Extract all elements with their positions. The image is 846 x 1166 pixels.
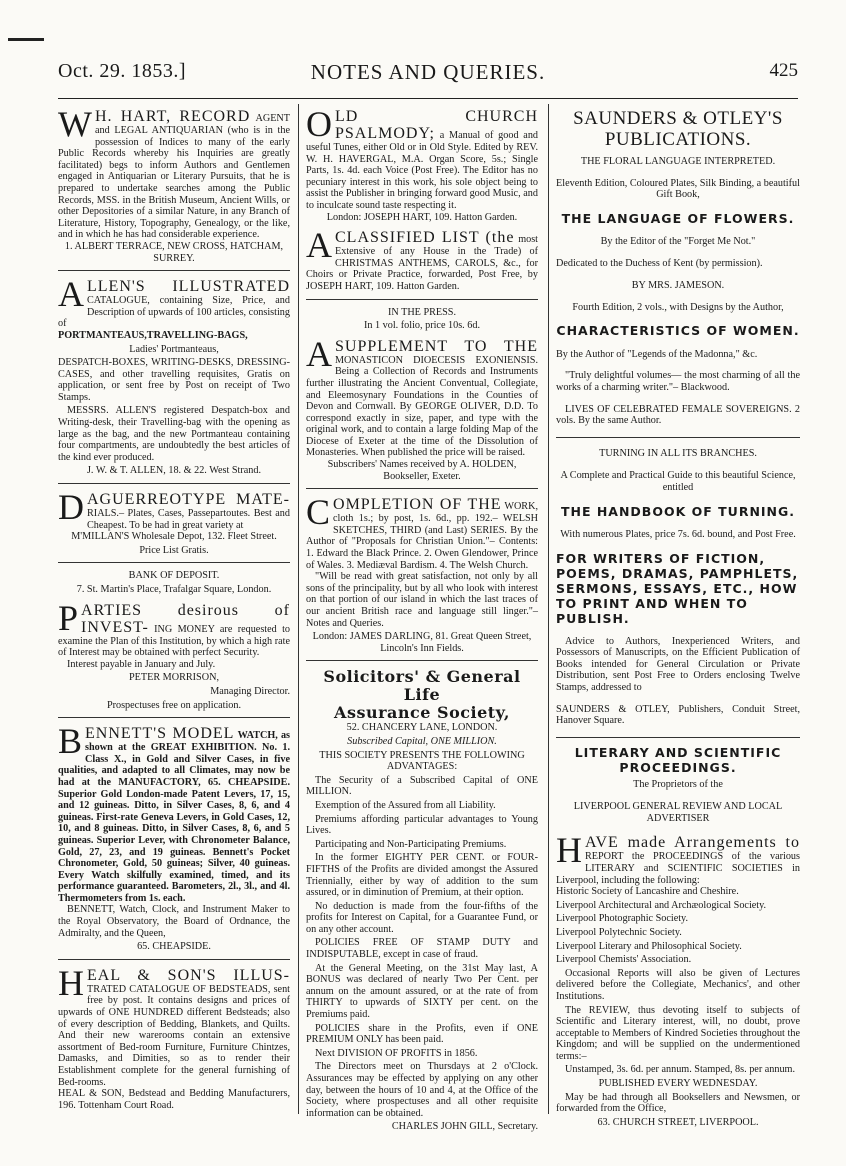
ad-signature: CHARLES JOHN GILL, Secretary. [391, 1121, 538, 1133]
ad-newspaper: LIVERPOOL GENERAL REVIEW AND LOCAL ADVERTISER [573, 801, 783, 824]
ad-parties [58, 597, 291, 712]
book-title: TURNING IN ALL ITS BRANCHES. [599, 448, 757, 460]
ad-heading: ARTIES desirous of INVEST- [81, 601, 290, 636]
ad-address: 65. CHEAPSIDE. [137, 941, 211, 953]
column-1 [58, 104, 291, 1117]
book-heading: LITERARY AND SCIENTIFIC PROCEEDINGS. [574, 745, 782, 776]
book-heading: FOR WRITERS OF FICTION, POEMS, DRAMAS, PAMPHLETS, SERMONS, ESSAYS, ETC., HOW TO PRINT AND WHEN TO PUBLISH. [556, 550, 799, 626]
ad-heading: ENNETT'S MODEL [85, 725, 235, 743]
ad-heading: BANK OF DEPOSIT. [128, 570, 220, 582]
ad-body: REPORT the PROCEEDINGS of the various LITERARY and SCIENTIFIC SOCIETIES in Liverpool, including the following: [556, 851, 800, 886]
ad-booksellers: May be had through all Booksellers and Newsmen, or forwarded from the Office, [556, 1091, 800, 1115]
book-address: SAUNDERS & OTLEY, Publishers, Conduit Street, Hanover Square. [556, 703, 800, 727]
drop-cap: D [58, 487, 84, 528]
ad-body: RIALS.– Plates, Cases, Passepartoutes. Best and Cheapest. To be had in great variety at [87, 508, 290, 531]
drop-cap: A [306, 225, 332, 266]
ad-allen [58, 274, 290, 477]
book-edition: Eleventh Edition, Coloured Plates, Silk Binding, a beautiful Gift Book, [556, 177, 800, 201]
ad-body: MONASTICON DIOECESIS EXONIENSIS. Being a Collection of Records and Instruments further illustrating the Ancient Conventual, Collegiate, and Eleemosynary Foundations in the Counties of Devon and Cornwall. By GEORGE OLIVER, D.D. To correspond exactly in size, paper, and type with the original work, and to contain a large folding Map of the Diocese of Exeter at the time of the Dissolution of Monasteries. When published the price will be raised. [306, 354, 538, 459]
ad-heading: LLEN'S ILLUSTRATED [87, 278, 290, 296]
ad-review: The REVIEW, thus devoting itself to subjects of Scientific and Literary interest, will, no doubt, prove acceptable to Members of Kindred Societies throughout the Kingdom; and will be supplied on the undermentioned terms:– [556, 1004, 800, 1062]
ad-published: PUBLISHED EVERY WEDNESDAY. [598, 1078, 758, 1090]
ad-body: TRATED CATALOGUE OF BEDSTEADS, sent free by post. It contains designs and prices of upwards of ONE HUNDRED different Bedsteads; also of every description of Bedding, Blankets, and Quilts. And their new warerooms contain an extensive assortment of Bed-room Furniture, Furniture Chintzes, Damasks, and Dimities, so as to render their Establishment complete for the general furnishing of Bed-rooms. [58, 983, 290, 1088]
ad-point: Premiums affording particular advantages to Young Lives. [306, 813, 538, 837]
ad-office: 63. CHURCH STREET, LIVERPOOL. [597, 1116, 759, 1128]
drop-cap: P [58, 597, 79, 638]
ad-heading: IN THE PRESS. [387, 306, 457, 318]
ad-heading: SUPPLEMENT TO THE [335, 337, 538, 355]
publisher-title: SAUNDERS & OTLEY'S PUBLICATIONS. [573, 108, 783, 150]
ad-hart [58, 104, 291, 264]
ad-point: Next DIVISION OF PROFITS in 1856. [315, 1047, 478, 1059]
top-rule [8, 38, 44, 41]
ad-body: WATCH, as shown at the GREAT EXHIBITION. No. 1. Class X., in Gold and Silver Cases, in five qualities, and adapted to all Climates, may now be had at the MANUFACTORY, 65. CHEAPSIDE. Superior Gold London-made Patent Levers, 17, 15, and 12 guineas. Ditto, in Silver Cases, 8, 6, and 4 guineas. First-rate Geneva Levers, in Gold Cases, 12, 10, and 8 guineas. Ditto, in Silver Cases, 8, 6, and 5 guineas. Superior Lever, with Chronometer Balance, Gold, 27, 23, and 19 guineas. Bennett's Pocket Chronometer, Gold, 50 guineas; Silver, 40 guineas. Every Watch skilfully examined, timed, and its performance guaranteed. Barometers, 2l., 3l., and 4l. Thermometers from 1s. each. [58, 730, 291, 904]
book-title: LIVES OF CELEBRATED FEMALE SOVEREIGNS. 2 vols. By the same Author. [556, 403, 800, 427]
book-price: With numerous Plates, price 7s. 6d. bound, and Post Free. [560, 528, 796, 540]
ad-address: 52. CHANCERY LANE, LONDON. [346, 722, 498, 734]
ad-body: WORK, cloth 1s.; by post, 1s. 6d., pp. 192.– WELSH SKETCHES, THIRD (and Last) SERIES. By the Author of "Proposals for Christian Union."– Contents: 1. Edward the Black Prince. 2. Owen Glendower, Prince of Wales. 3. Mediæval Bardism. 4. The Welsh Church. [306, 501, 538, 571]
ad-body: a Manual of good and useful Tunes, either Old or in Old Style. Edited by REV. W. H. HAVERGAL, M.A. Organ Score, 5s.; Single Parts, 1s. 4d. each Voice (Post Free). The Editor has no pecuniary interest in this work, his sole object being to assist the Publisher in bringing forward good Music, and to inculcate sound taste respecting it. [306, 130, 539, 211]
ad-address: HEAL & SON, Bedstead and Bedding Manufacturers, 196. Tottenham Court Road. [58, 1088, 290, 1111]
ad-capital: Subscribed Capital, ONE MILLION. [347, 735, 497, 747]
book-edition: Fourth Edition, 2 vols., with Designs by the Author, [572, 301, 784, 313]
ad-interest: Interest payable in January and July. [67, 658, 216, 670]
page-number: 425 [769, 60, 798, 81]
ad-heading: LD CHURCH PSALMODY; [335, 108, 538, 142]
ad-point: The Directors meet on Thursdays at 2 o'Clock. Assurances may be effected by applying on any other day, between the hours of 10 and 4, at the Office of the Society, where prospectuses and all other requisite information can be obtained. [306, 1061, 538, 1119]
drop-cap: A [58, 274, 84, 315]
book-quote: "Truly delightful volumes— the most charming of all the works of a charming writer."– Blackwood. [556, 370, 800, 394]
ad-address: 7. St. Martin's Place, Trafalgar Square, London. [76, 584, 272, 595]
column-2 [306, 104, 539, 1139]
ad-psalmody [306, 104, 539, 223]
drop-cap: H [556, 830, 582, 871]
ad-completion [306, 492, 538, 654]
ad-point: At the General Meeting, on the 31st May last, A BONUS was declared of nearly Two Per Cent. per annum on the amount assured, or at the rate of from THIRTY to upwards of SIXTY per cent. on the Premiums paid. [306, 962, 538, 1021]
list-item: Liverpool Photographic Society. [556, 913, 689, 925]
column-divider-2 [548, 104, 549, 1114]
ad-depot: M'MILLAN'S Wholesale Depot, 132. Fleet Street. [71, 531, 277, 543]
ad-point: Exemption of the Assured from all Liability. [315, 799, 496, 811]
ad-classified [306, 225, 539, 292]
list-item: Liverpool Architectural and Archæological Society. [556, 899, 767, 911]
issue-date: Oct. 29. 1853.] [58, 60, 187, 82]
ad-address: London: JAMES DARLING, 81. Great Queen Street, Lincoln's Inn Fields. [312, 631, 532, 654]
ad-heading: AGUERREOTYPE MATE- [87, 491, 290, 509]
drop-cap: O [306, 104, 332, 144]
ad-heading: CLASSIFIED LIST (the [335, 229, 515, 247]
ad-signature-title: Managing Director. [210, 685, 290, 697]
ad-item: DESPATCH-BOXES, WRITING-DESKS, DRESSING-CASES, and other travelling requisites, Gratis on application, or sent free by Post on receipt of Two Stamps. [58, 357, 290, 403]
list-item: Liverpool Chemists' Association. [556, 954, 692, 966]
list-item: Liverpool Literary and Philosophical Society. [556, 940, 742, 952]
drop-cap: A [306, 333, 332, 374]
ad-daguerreotype [58, 487, 290, 556]
society-list [556, 886, 800, 966]
ad-proprietors: The Proprietors of the [633, 779, 723, 791]
ad-signature: J. W. & T. ALLEN, 18. & 22. West Strand. [86, 465, 262, 477]
column-3 [556, 108, 800, 1134]
ad-heading: EAL & SON'S ILLUS- [87, 966, 290, 984]
ad-body: CATALOGUE, containing Size, Price, and Description of upwards of 100 articles, consisting of [58, 295, 290, 330]
drop-cap: W [58, 104, 92, 144]
ad-point: Participating and Non-Participating Premiums. [315, 838, 507, 850]
list-item: Liverpool Polytechnic Society. [556, 926, 682, 938]
book-title: THE FLORAL LANGUAGE INTERPRETED. [580, 156, 776, 167]
book-subtitle: A Complete and Practical Guide to this beautiful Science, entitled [560, 470, 796, 493]
ad-title: Solicitors' & General Life [323, 667, 521, 705]
book-heading: THE LANGUAGE OF FLOWERS. [561, 211, 795, 227]
ad-bank [58, 570, 290, 595]
ad-bennett [58, 721, 291, 953]
book-author: By the Author of "Legends of the Madonna," &c. [556, 348, 758, 360]
ad-body-2: MESSRS. ALLEN'S registered Despatch-box and Writing-desk, their Travelling-bag with the opening as large as the bag, and the new Portmanteau containing four compartments, are undoubtedly the best articles of the kind ever produced. [58, 405, 290, 463]
journal-title: NOTES AND QUERIES. [310, 60, 546, 84]
ad-body-2: BENNETT, Watch, Clock, and Instrument Maker to the Royal Observatory, the Board of Ordnance, the Admiralty, and the Queen, [58, 904, 290, 939]
ad-point: POLICIES share in the Profits, even if ONE PREMIUM ONLY has been paid. [306, 1022, 538, 1046]
ad-address: London: JOSEPH HART, 109. Hatton Garden. [326, 211, 518, 223]
ad-terms: Unstamped, 3s. 6d. per annum. Stamped, 8s. per annum. [565, 1064, 796, 1076]
ad-body: AGENT and LEGAL ANTIQUARIAN (who is in the possession of Indices to many of the early Public Records whereby his Inquiries are greatly facilitated) begs to inform Authors and Gentlemen engaged in Antiquarian or Literary Pursuits, that he is prepared to undertake searches among the Public Records, MSS. in the British Museum, Ancient Wills, or other Depositories of a similar Nature, in any Branch of Literature, History, Topography, Genealogy, or the like, and in which he has had considerable experience. [58, 113, 291, 241]
ad-price: Price List Gratis. [139, 544, 209, 556]
book-heading: CHARACTERISTICS OF WOMEN. [556, 323, 800, 339]
ad-solicitors [306, 668, 538, 1133]
list-item: Historic Society of Lancashire and Cheshire. [556, 886, 739, 898]
ad-address: 1. ALBERT TERRACE, NEW CROSS, HATCHAM, SURREY. [64, 240, 284, 264]
ad-point: No deduction is made from the four-fifths of the profits for Interest on Capital, for a Guarantee Fund, or on any other account. [306, 900, 538, 935]
ad-point: POLICIES FREE OF STAMP DUTY and INDISPUTABLE, except in case of fraud. [306, 937, 538, 961]
book-author: By the Editor of the "Forget Me Not." [600, 236, 756, 248]
drop-cap: C [306, 492, 331, 533]
book-author: BY MRS. JAMESON. [631, 279, 725, 291]
ad-occasional: Occasional Reports will also be given of Lectures delivered before the Collegiate, Mechanics', and other Institutions. [556, 967, 800, 1002]
page-header [58, 58, 798, 99]
ad-heading: OMPLETION OF THE [333, 496, 502, 514]
ad-supplement [306, 333, 538, 483]
drop-cap: H [58, 962, 84, 1003]
ad-heal [58, 962, 290, 1112]
ad-subscribers: Subscribers' Names received by A. HOLDEN, Bookseller, Exeter. [327, 459, 517, 482]
ad-point: In the former EIGHTY PER CENT. or FOUR-FIFTHS of the Profits are divided amongst the Assured Triennially, either by way of addition to the sum assured, or in diminution of Premium, at their option. [306, 852, 538, 899]
book-heading: THE HANDBOOK OF TURNING. [560, 503, 796, 519]
ad-press [306, 307, 538, 332]
ad-quote: "Will be read with great satisfaction, not only by all sons of the principality, but by all who look with interest on that portion of our island in which the last traces of our ancient British race and language still linger."– Notes and Queries. [306, 571, 538, 629]
book-body: Advice to Authors, Inexperienced Writers, and Possessors of Manuscripts, on the Efficient Publication of Books intended for General Circulation or Private Distribution, sent Post Free to Orders enclosing Twelve Stamps, addressed to [556, 635, 800, 694]
ad-body: ING MONEY are requested to examine the Plan of this Institution, by which a high rate of Interest may be obtained with perfect Security. [58, 623, 291, 659]
ad-title-2: Assurance Society, [334, 703, 510, 723]
book-dedication: Dedicated to the Duchess of Kent (by permission). [556, 258, 763, 270]
ad-body: most Extensive of any House in the Trade) of CHRISTMAS ANTHEMS, CAROLS, &c., for Choirs or Private Practice, forwarded, Post Free, by JOSEPH HART, 109. Hatton Garden. [306, 234, 539, 292]
ad-prospectus: Prospectuses free on application. [106, 699, 242, 711]
ad-signature: PETER MORRISON, [128, 672, 219, 684]
ad-item: Ladies' Portmanteaus, [129, 343, 219, 355]
ad-item: PORTMANTEAUS,TRAVELLING-BAGS, [58, 329, 248, 341]
ad-heading: H. HART, RECORD [94, 108, 251, 125]
drop-cap: B [58, 721, 83, 762]
ad-heading: AVE made Arrangements to [585, 834, 800, 852]
ad-point: The Security of a Subscribed Capital of ONE MILLION. [306, 774, 538, 798]
column-divider-1 [298, 104, 299, 1114]
ad-have [556, 830, 800, 1128]
ad-subheading: In 1 vol. folio, price 10s. 6d. [363, 320, 480, 332]
ad-lead: THIS SOCIETY PRESENTS THE FOLLOWING ADVANTAGES: [319, 749, 525, 773]
